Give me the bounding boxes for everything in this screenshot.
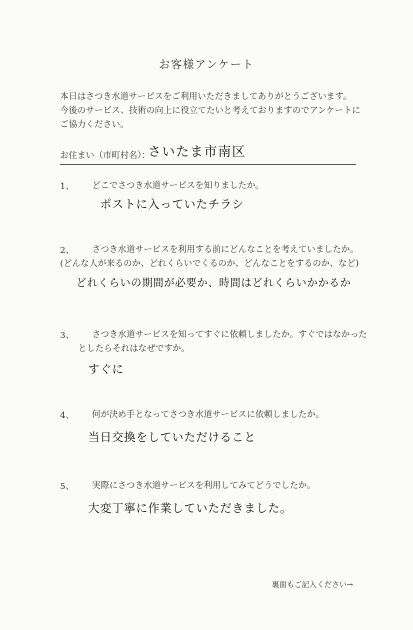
question-text: さつき水道サービスを利用する前にどんなことを考えていましたか。 [92,245,359,255]
address-label: お住まい（市町村名）： [60,151,151,161]
question-text: としたらそれはなぜですか。 [78,344,190,354]
question-number: 1、 [60,182,75,192]
question-number: 4、 [60,411,75,421]
footer-note: 裏面もご記入ください→ [271,580,353,589]
question-text: さつき水道サービスを知ってすぐに依頼しましたか。すぐではなかった [92,330,368,340]
answer-text: ポストに入っていたチラシ [100,197,244,211]
question-number: 3、 [60,331,75,341]
answer-text: 大変丁寧に作業していただきました。 [88,501,292,515]
intro-line-2: 今後のサービス、技術の向上に役立てたいと考えておりますのでアンケートに [60,106,361,116]
question-text: 何が決め手となってさつき水道サービスに依頼しましたか。 [92,410,325,420]
intro-line-3: ご協力ください。 [60,120,129,130]
address-underline [60,164,356,165]
page-title: お客様アンケート [158,58,255,71]
question-text: 実際にさつき水道サービスを利用してみてどうでしたか。 [92,481,316,491]
intro-line-1: 本日はさつき水道サービスをご利用いただきましてありがとうございます。 [60,92,352,102]
question-number: 5、 [60,482,75,492]
answer-text: どれくらいの期間が必要か、時間はどれくらいかかるか [76,277,351,289]
answer-text: 当日交換をしていただけること [88,430,256,444]
question-text: (どんな人が来るのか、どれくらいでくるのか、どんなことをするのか、など) [60,259,359,269]
answer-text: すぐに [88,362,124,376]
question-number: 2、 [60,246,75,256]
question-text: どこでさつき水道サービスを知りましたか。 [92,181,264,191]
address-value: さいたま市南区 [148,145,247,160]
